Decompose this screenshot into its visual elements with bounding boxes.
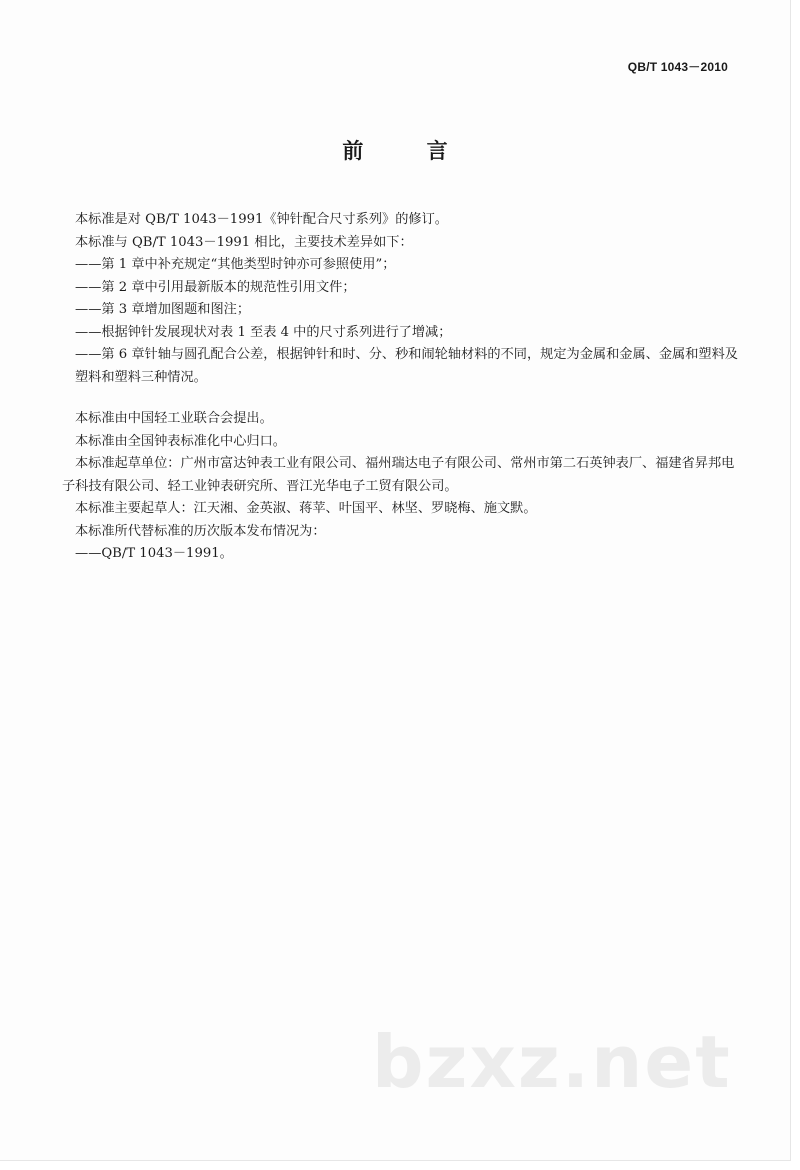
paragraph-drafting-units: 本标准起草单位：广州市富达钟表工业有限公司、福州瑞达电子有限公司、常州市第二石英钟表厂、福建省昇邦电子科技有限公司、轻工业钟表研究所、晋江光华电子工贸有限公司。 (62, 456, 735, 494)
list-item: ——第 1 章中补充规定“其他类型时钟亦可参照使用”； (75, 257, 396, 272)
paragraph-administrator: 本标准由全国钟表标准化中心归口。 (75, 433, 286, 449)
foreword-body (62, 209, 742, 566)
standard-code: QB/T 1043－2010 (627, 60, 728, 74)
paragraph-drafters: 本标准主要起草人：江天湘、金英淑、蒋苹、叶国平、林坚、罗晓梅、施文默。 (75, 501, 537, 516)
watermark: bzxz.net (372, 1020, 732, 1104)
list-item: ——第 2 章中引用最新版本的规范性引用文件； (75, 279, 356, 295)
list-item: ——第 6 章针轴与圆孔配合公差，根据钟针和时、分、秒和闹轮轴材料的不同，规定为金属和金属、金属和塑料及塑料和塑料三种情况。 (75, 347, 738, 385)
paragraph-history-intro: 本标准所代替标准的历次版本发布情况为： (75, 523, 326, 539)
page-title: 前 言 (342, 139, 476, 163)
paragraph-differences-intro: 本标准与 QB/T 1043－1991 相比，主要技术差异如下： (75, 234, 413, 250)
list-item: ——第 3 章增加图题和图注； (75, 302, 251, 317)
paragraph-spacer (62, 389, 742, 408)
list-item: ——QB/T 1043－1991。 (75, 546, 233, 561)
list-item: ——根据钟针发展现状对表 1 至表 4 中的尺寸系列进行了增减； (75, 324, 452, 340)
paragraph-revision-note: 本标准是对 QB/T 1043－1991《钟针配合尺寸系列》的修订。 (75, 212, 448, 227)
paragraph-proposer: 本标准由中国轻工业联合会提出。 (75, 411, 273, 426)
